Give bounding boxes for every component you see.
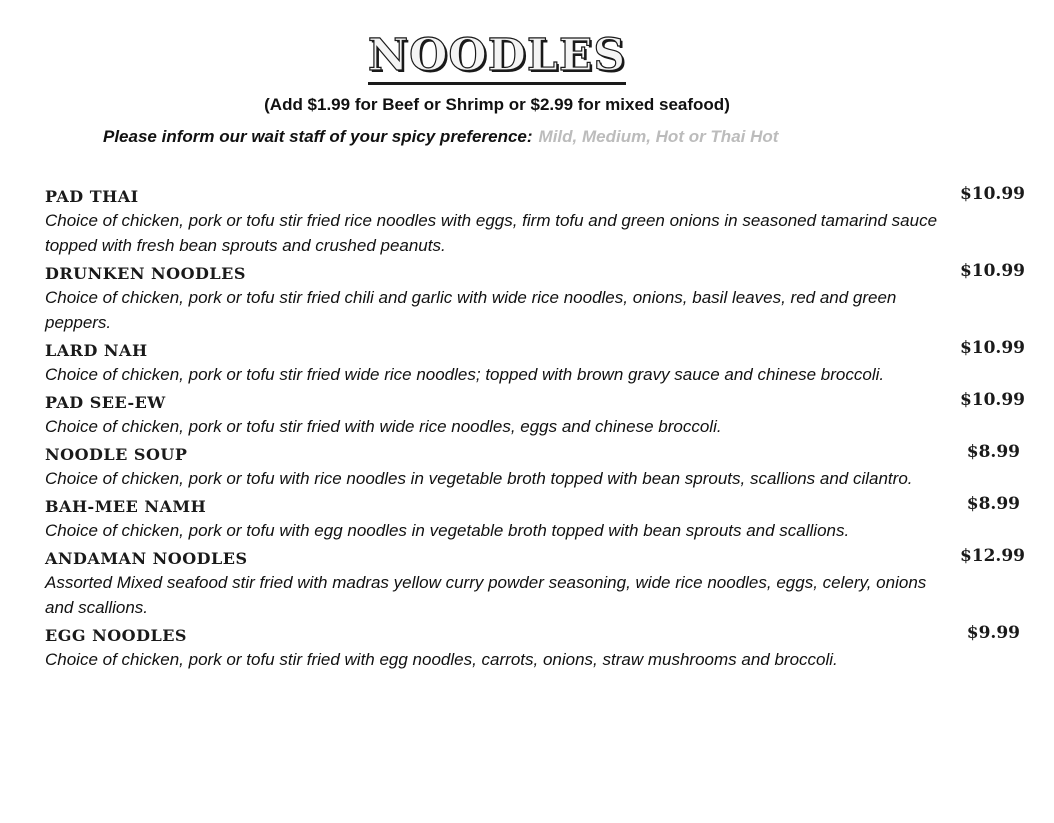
item-description: Choice of chicken, pork or tofu stir fried wide rice noodles; topped with brown gravy sauce and chinese broccoli. — [45, 365, 885, 384]
item-description: Choice of chicken, pork or tofu stir fried rice noodles with eggs, firm tofu and green onions in seasoned tamarind sauce topped with fresh bean sprouts and crushed peanuts. — [45, 211, 938, 255]
item-price: $10.99 — [959, 184, 1025, 204]
menu-items-list — [45, 186, 1030, 677]
item-name: BAH-MEE NAMH — [45, 497, 207, 516]
spicy-options: Mild, Medium, Hot or Thai Hot — [538, 127, 779, 146]
item-description: Choice of chicken, pork or tofu stir fried with wide rice noodles, eggs and chinese broccoli. — [45, 417, 722, 436]
item-description: Choice of chicken, pork or tofu with rice noodles in vegetable broth topped with bean sprouts, scallions and cilantro. — [45, 469, 913, 488]
menu-item — [45, 263, 1030, 335]
item-description: Choice of chicken, pork or tofu with egg noodles in vegetable broth topped with bean sprouts and scallions. — [45, 521, 850, 540]
page-title — [0, 30, 994, 81]
item-price: $9.99 — [966, 623, 1020, 643]
menu-item — [45, 340, 1030, 387]
item-description: Assorted Mixed seafood stir fried with madras yellow curry powder seasoning, wide rice noodles, eggs, celery, onions and scallions. — [45, 573, 927, 617]
item-name: NOODLE SOUP — [45, 445, 188, 464]
add-protein-note: (Add $1.99 for Beef or Shrimp or $2.99 for mixed seafood) — [264, 95, 730, 114]
item-description: Choice of chicken, pork or tofu stir fried chili and garlic with wide rice noodles, onions, basil leaves, red and green peppers. — [45, 288, 897, 332]
item-description: Choice of chicken, pork or tofu stir fried with egg noodles, carrots, onions, straw mushrooms and broccoli. — [45, 650, 838, 669]
item-price: $10.99 — [959, 338, 1025, 358]
page-title-text: NOODLES — [368, 30, 626, 85]
item-name: EGG NOODLES — [45, 626, 187, 645]
item-name: DRUNKEN NOODLES — [45, 264, 246, 283]
menu-item — [45, 392, 1030, 439]
item-name: PAD THAI — [45, 187, 139, 206]
item-price: $8.99 — [966, 442, 1020, 462]
item-price: $10.99 — [959, 261, 1025, 281]
menu-item — [45, 625, 1030, 672]
item-price: $10.99 — [959, 390, 1025, 410]
menu-item — [45, 496, 1030, 543]
menu-item — [45, 548, 1030, 620]
spicy-prompt: Please inform our wait staff of your spicy preference: — [103, 127, 533, 146]
item-name: PAD SEE-EW — [45, 393, 166, 412]
spicy-preference-note — [103, 127, 778, 147]
item-name: ANDAMAN NOODLES — [45, 549, 248, 568]
menu-item — [45, 186, 1030, 258]
item-name: LARD NAH — [45, 341, 148, 360]
menu-item — [45, 444, 1030, 491]
item-price: $12.99 — [959, 546, 1025, 566]
item-price: $8.99 — [966, 494, 1020, 514]
